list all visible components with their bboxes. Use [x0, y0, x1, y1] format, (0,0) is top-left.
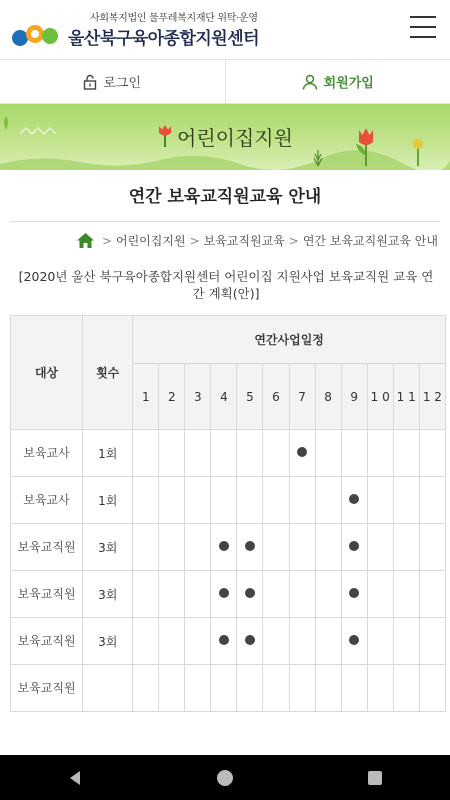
section-banner — [0, 104, 450, 170]
cell-month-3 — [185, 665, 211, 712]
cell-month-6 — [263, 430, 289, 477]
table-row — [11, 618, 446, 665]
table-row — [11, 430, 446, 477]
cell-month-4 — [211, 524, 237, 571]
cell-month-10 — [367, 477, 393, 524]
col-header-target: 대상 — [11, 316, 83, 430]
login-button[interactable] — [0, 60, 226, 103]
schedule-table-body — [11, 430, 446, 712]
cell-month-7 — [289, 571, 315, 618]
cell-month-12 — [419, 618, 445, 665]
cell-month-2 — [159, 430, 185, 477]
breadcrumb-item-support[interactable]: 어린이집지원 — [116, 234, 186, 248]
cell-month-1 — [133, 571, 159, 618]
cell-month-9 — [341, 524, 367, 571]
signup-button[interactable] — [226, 60, 450, 103]
month-header: 7 — [289, 364, 315, 430]
cell-month-5 — [237, 477, 263, 524]
signup-label: 회원가입 — [323, 76, 374, 91]
breadcrumb-separator: > — [288, 233, 299, 248]
month-header: 6 — [263, 364, 289, 430]
cell-month-5 — [237, 430, 263, 477]
cell-target: 보육교직원 — [11, 618, 83, 665]
cell-month-10 — [367, 665, 393, 712]
cell-month-1 — [133, 665, 159, 712]
cell-month-5 — [237, 665, 263, 712]
cell-month-11 — [393, 571, 419, 618]
page-title: 연간 보육교직원교육 안내 — [128, 187, 322, 207]
hamburger-menu-icon[interactable] — [410, 16, 436, 40]
cell-month-6 — [263, 618, 289, 665]
cell-month-11 — [393, 618, 419, 665]
cell-month-10 — [367, 430, 393, 477]
month-header: 1 2 — [419, 364, 445, 430]
banner-title — [0, 122, 450, 151]
cell-month-11 — [393, 430, 419, 477]
cell-month-6 — [263, 477, 289, 524]
breadcrumb-separator: > — [189, 233, 200, 248]
cell-month-7 — [289, 665, 315, 712]
cell-month-12 — [419, 477, 445, 524]
cell-month-10 — [367, 524, 393, 571]
schedule-dot — [349, 494, 359, 504]
app-header — [0, 0, 450, 60]
schedule-dot — [349, 635, 359, 645]
cell-month-2 — [159, 571, 185, 618]
org-subtitle: 사회복지법인 물푸레복지재단 위탁·운영 — [90, 13, 258, 24]
cell-month-7 — [289, 524, 315, 571]
cell-count: 1회 — [83, 477, 133, 524]
cell-month-11 — [393, 524, 419, 571]
login-label: 로그인 — [103, 76, 142, 91]
col-header-schedule: 연간사업일정 — [133, 316, 446, 364]
cell-count: 3회 — [83, 571, 133, 618]
table-row — [11, 477, 446, 524]
cell-month-3 — [185, 524, 211, 571]
cell-month-8 — [315, 618, 341, 665]
lock-icon — [83, 74, 97, 90]
sci-logo-icon[interactable] — [10, 18, 62, 50]
schedule-dot — [245, 635, 255, 645]
cell-month-11 — [393, 665, 419, 712]
month-header: 9 — [341, 364, 367, 430]
user-icon — [302, 74, 318, 90]
recents-square-icon[interactable] — [355, 758, 395, 798]
cell-month-1 — [133, 477, 159, 524]
breadcrumb-item-current[interactable]: 연간 보육교직원교육 안내 — [302, 234, 438, 248]
cell-month-12 — [419, 571, 445, 618]
cell-month-10 — [367, 571, 393, 618]
cell-target: 보육교직원 — [11, 524, 83, 571]
cell-month-4 — [211, 430, 237, 477]
cell-month-11 — [393, 477, 419, 524]
cell-month-9 — [341, 665, 367, 712]
cell-month-4 — [211, 571, 237, 618]
month-header: 1 0 — [367, 364, 393, 430]
cell-month-8 — [315, 430, 341, 477]
auth-bar — [0, 60, 450, 104]
cell-month-2 — [159, 524, 185, 571]
cell-month-12 — [419, 665, 445, 712]
cell-month-8 — [315, 665, 341, 712]
month-header: 1 1 — [393, 364, 419, 430]
cell-month-7 — [289, 618, 315, 665]
schedule-dot — [245, 541, 255, 551]
cell-month-4 — [211, 477, 237, 524]
schedule-dot — [219, 588, 229, 598]
cell-month-7 — [289, 477, 315, 524]
tulip-icon — [157, 125, 173, 147]
cell-month-5 — [237, 524, 263, 571]
schedule-dot — [219, 635, 229, 645]
cell-month-5 — [237, 618, 263, 665]
org-name[interactable]: 울산북구육아종합지원센터 — [68, 29, 260, 49]
cell-month-3 — [185, 430, 211, 477]
schedule-dot — [245, 588, 255, 598]
col-header-count: 횟수 — [83, 316, 133, 430]
schedule-dot — [219, 541, 229, 551]
cell-target: 보육교직원 — [11, 571, 83, 618]
cell-count: 1회 — [83, 430, 133, 477]
cell-month-5 — [237, 571, 263, 618]
cell-month-12 — [419, 430, 445, 477]
system-nav-bar — [0, 755, 450, 800]
cell-month-1 — [133, 618, 159, 665]
cell-month-1 — [133, 524, 159, 571]
cell-month-12 — [419, 524, 445, 571]
home-icon[interactable] — [77, 233, 94, 248]
breadcrumb-item-education[interactable]: 보육교직원교육 — [203, 234, 285, 248]
table-row — [11, 524, 446, 571]
cell-month-9 — [341, 430, 367, 477]
cell-month-4 — [211, 618, 237, 665]
cell-month-9 — [341, 477, 367, 524]
cell-month-4 — [211, 665, 237, 712]
cell-month-10 — [367, 618, 393, 665]
cell-month-3 — [185, 477, 211, 524]
month-header: 3 — [185, 364, 211, 430]
table-row — [11, 665, 446, 712]
title-divider — [10, 221, 440, 222]
breadcrumb — [77, 232, 438, 249]
cell-month-3 — [185, 571, 211, 618]
cell-month-1 — [133, 430, 159, 477]
cell-count — [83, 665, 133, 712]
cell-month-8 — [315, 477, 341, 524]
breadcrumb-separator: > — [101, 233, 112, 248]
cell-target: 보육교사 — [11, 430, 83, 477]
cell-month-3 — [185, 618, 211, 665]
plan-subtitle: [2020년 울산 북구육아종합지원센터 어린이집 지원사업 보육교직원 교육 연간 계획(안)] — [18, 269, 434, 301]
schedule-dot — [349, 588, 359, 598]
cell-month-7 — [289, 430, 315, 477]
cell-month-8 — [315, 571, 341, 618]
month-header: 4 — [211, 364, 237, 430]
cell-month-2 — [159, 477, 185, 524]
cell-month-6 — [263, 571, 289, 618]
schedule-dot — [297, 447, 307, 457]
month-header: 2 — [159, 364, 185, 430]
cell-count: 3회 — [83, 618, 133, 665]
cell-count: 3회 — [83, 524, 133, 571]
cell-month-6 — [263, 524, 289, 571]
month-header: 5 — [237, 364, 263, 430]
schedule-table-scroll[interactable] — [10, 315, 450, 755]
schedule-table — [10, 315, 446, 712]
month-header: 8 — [315, 364, 341, 430]
schedule-dot — [349, 541, 359, 551]
cell-month-9 — [341, 618, 367, 665]
month-header: 1 — [133, 364, 159, 430]
cell-target: 보육교사 — [11, 477, 83, 524]
cell-target: 보육교직원 — [11, 665, 83, 712]
back-triangle-icon[interactable] — [55, 758, 95, 798]
cell-month-2 — [159, 665, 185, 712]
table-row — [11, 571, 446, 618]
cell-month-9 — [341, 571, 367, 618]
cell-month-8 — [315, 524, 341, 571]
cell-month-2 — [159, 618, 185, 665]
banner-title-text: 어린이집지원 — [177, 126, 293, 150]
home-circle-icon[interactable] — [205, 758, 245, 798]
cell-month-6 — [263, 665, 289, 712]
